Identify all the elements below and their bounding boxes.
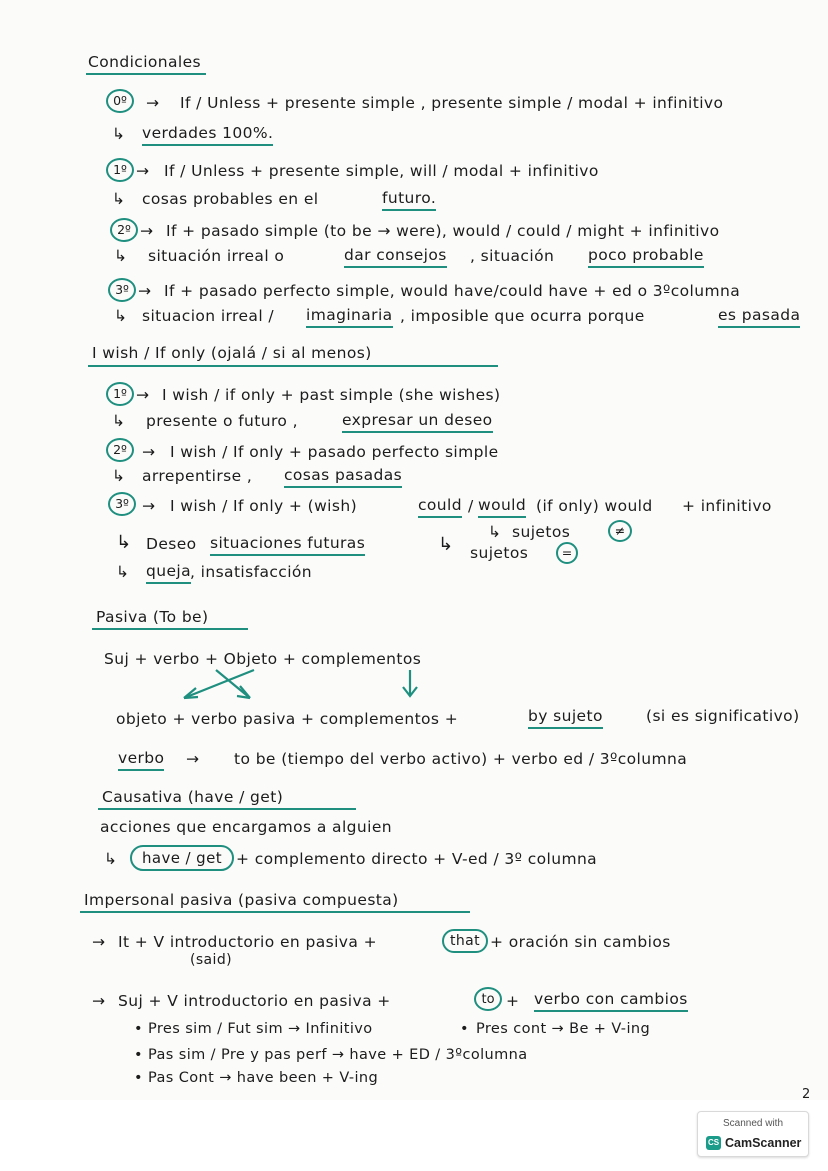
equal-circle: = [556,542,578,564]
number-circle: 2º [110,218,138,242]
usage-text: arrepentirse , [142,467,253,485]
passive-result: objeto + verbo pasiva + complementos + [116,710,459,728]
impersonal-note: (said) [190,952,232,968]
impersonal-rule: It + V introductorio en pasiva + [118,933,377,951]
impersonal-rule: Suj + V introductorio en pasiva + [118,992,391,1010]
not-equal-circle: ≠ [608,520,632,542]
sub-arrow-icon: ↳ [114,307,128,325]
rule-text: If / Unless + presente simple , presente simple / modal + infinitivo [180,94,724,112]
usage-text: Deseo [146,535,197,553]
bullet-icon: • [134,1047,143,1063]
arrow-icon: → [142,497,156,515]
to-circle: to [474,987,502,1011]
arrow-icon: → [136,162,150,180]
sub-arrow-icon: ↳ [116,563,130,581]
number-circle: 3º [108,492,136,516]
number-circle: 0º [106,89,134,113]
usage-text: verdades 100%. [142,126,273,146]
sub-arrow-icon: ↳ [112,190,126,208]
bullet-icon: • [134,1021,143,1037]
rule-text: If + pasado simple (to be → were), would / could / might + infinitivo [166,222,720,240]
badge-name: CamScanner [725,1136,802,1150]
arrow-icon: → [138,282,152,300]
usage-text: , insatisfacción [190,563,313,581]
impersonal-highlight: verbo con cambios [534,992,688,1012]
usage-text: situación irreal o [148,247,285,265]
arrow-icon: → [136,386,150,404]
usage-highlight: poco probable [588,248,704,268]
sub-arrow-icon: ↳ [438,534,454,555]
that-oval: that [442,929,488,953]
rule-text: If + pasado perfecto simple, would have/could have + ed o 3ºcolumna [164,282,741,300]
sub-arrow-icon: ↳ [112,125,126,143]
rule-text: + infinitivo [682,497,772,515]
bullet-text: Pres sim / Fut sim → Infinitivo [148,1021,373,1037]
usage-highlight: situaciones futuras [210,536,365,556]
rule-text: I wish / If only + (wish) [170,497,358,515]
verb-label: verbo [118,751,164,771]
usage-text: situacion irreal / [142,307,274,325]
formula-text: Suj + verbo + Objeto + complementos [104,650,422,668]
usage-text: cosas probables en el [142,190,319,208]
camscanner-logo-icon: CS [706,1136,721,1150]
usage-highlight: futuro. [382,191,436,211]
arrow-icon: → [92,933,106,951]
verb-rule: to be (tiempo del verbo activo) + verbo ed / 3ºcolumna [234,750,688,768]
section-title-causative: Causativa (have / get) [102,788,284,806]
arrow-icon: → [140,222,154,240]
impersonal-rule: + oración sin cambios [490,933,671,951]
have-get-oval: have / get [130,845,234,871]
arrow-icon: → [142,443,156,461]
rule-text: If / Unless + presente simple, will / modal + infinitivo [164,162,599,180]
arrow-icon: → [186,750,200,768]
usage-highlight: expresar un deseo [342,413,493,433]
sub-arrow-icon: ↳ [116,532,132,553]
sub-arrow-icon: ↳ [112,467,126,485]
section-title-passive: Pasiva (To be) [96,608,209,626]
title-underline [86,73,206,75]
rule-text: I wish / if only + past simple (she wishes) [162,386,501,404]
sub-arrow-icon: ↳ [104,850,118,868]
arrow-icon: → [146,94,160,112]
usage-text: presente o futuro , [146,412,298,430]
section-title-conditionals: Condicionales [88,53,202,71]
rule-text: (if only) would [536,497,653,515]
passive-highlight: by sujeto [528,709,603,729]
sub-arrow-icon: ↳ [112,412,126,430]
usage-text: , imposible que ocurra porque [400,307,645,325]
impersonal-rule: + [506,992,520,1010]
title-underline [92,628,248,630]
bullet-icon: • [134,1070,143,1086]
subject-note: sujetos [512,523,571,541]
usage-highlight: imaginaria [306,308,393,328]
rule-text: / [468,497,474,515]
transformation-arrows [170,664,430,704]
bullet-text: Pas Cont → have been + V-ing [148,1070,379,1086]
badge-caption: Scanned with [722,1118,784,1129]
number-circle: 1º [106,158,134,182]
section-title-impersonal: Impersonal pasiva (pasiva compuesta) [84,891,399,909]
causative-rule: + complemento directo + V-ed / 3º columna [236,850,598,868]
sub-arrow-icon: ↳ [488,523,502,541]
sub-arrow-icon: ↳ [114,247,128,265]
number-circle: 1º [106,382,134,406]
title-underline [98,808,356,810]
causative-desc: acciones que encargamos a alguien [100,818,392,836]
usage-text: , situación [470,247,555,265]
subject-note: sujetos [470,544,529,562]
rule-text: I wish / If only + pasado perfecto simple [170,443,499,461]
section-title-wish: I wish / If only (ojalá / si al menos) [92,344,372,362]
number-circle: 2º [106,438,134,462]
number-circle: 3º [108,278,136,302]
bullet-text: Pres cont → Be + V-ing [476,1021,651,1037]
passive-result: (si es significativo) [646,707,800,725]
bullet-icon: • [460,1021,469,1037]
camscanner-badge [697,1111,809,1157]
usage-highlight: es pasada [718,308,800,328]
page-number: 2 [802,1087,811,1102]
usage-highlight: cosas pasadas [284,468,402,488]
usage-highlight: dar consejos [344,248,447,268]
title-underline [88,365,498,367]
rule-highlight: would [478,498,526,518]
usage-highlight: queja [146,564,191,584]
bullet-text: Pas sim / Pre y pas perf → have + ED / 3ºcolumna [148,1047,528,1063]
arrow-icon: → [92,992,106,1010]
rule-highlight: could [418,498,462,518]
title-underline [80,911,470,913]
